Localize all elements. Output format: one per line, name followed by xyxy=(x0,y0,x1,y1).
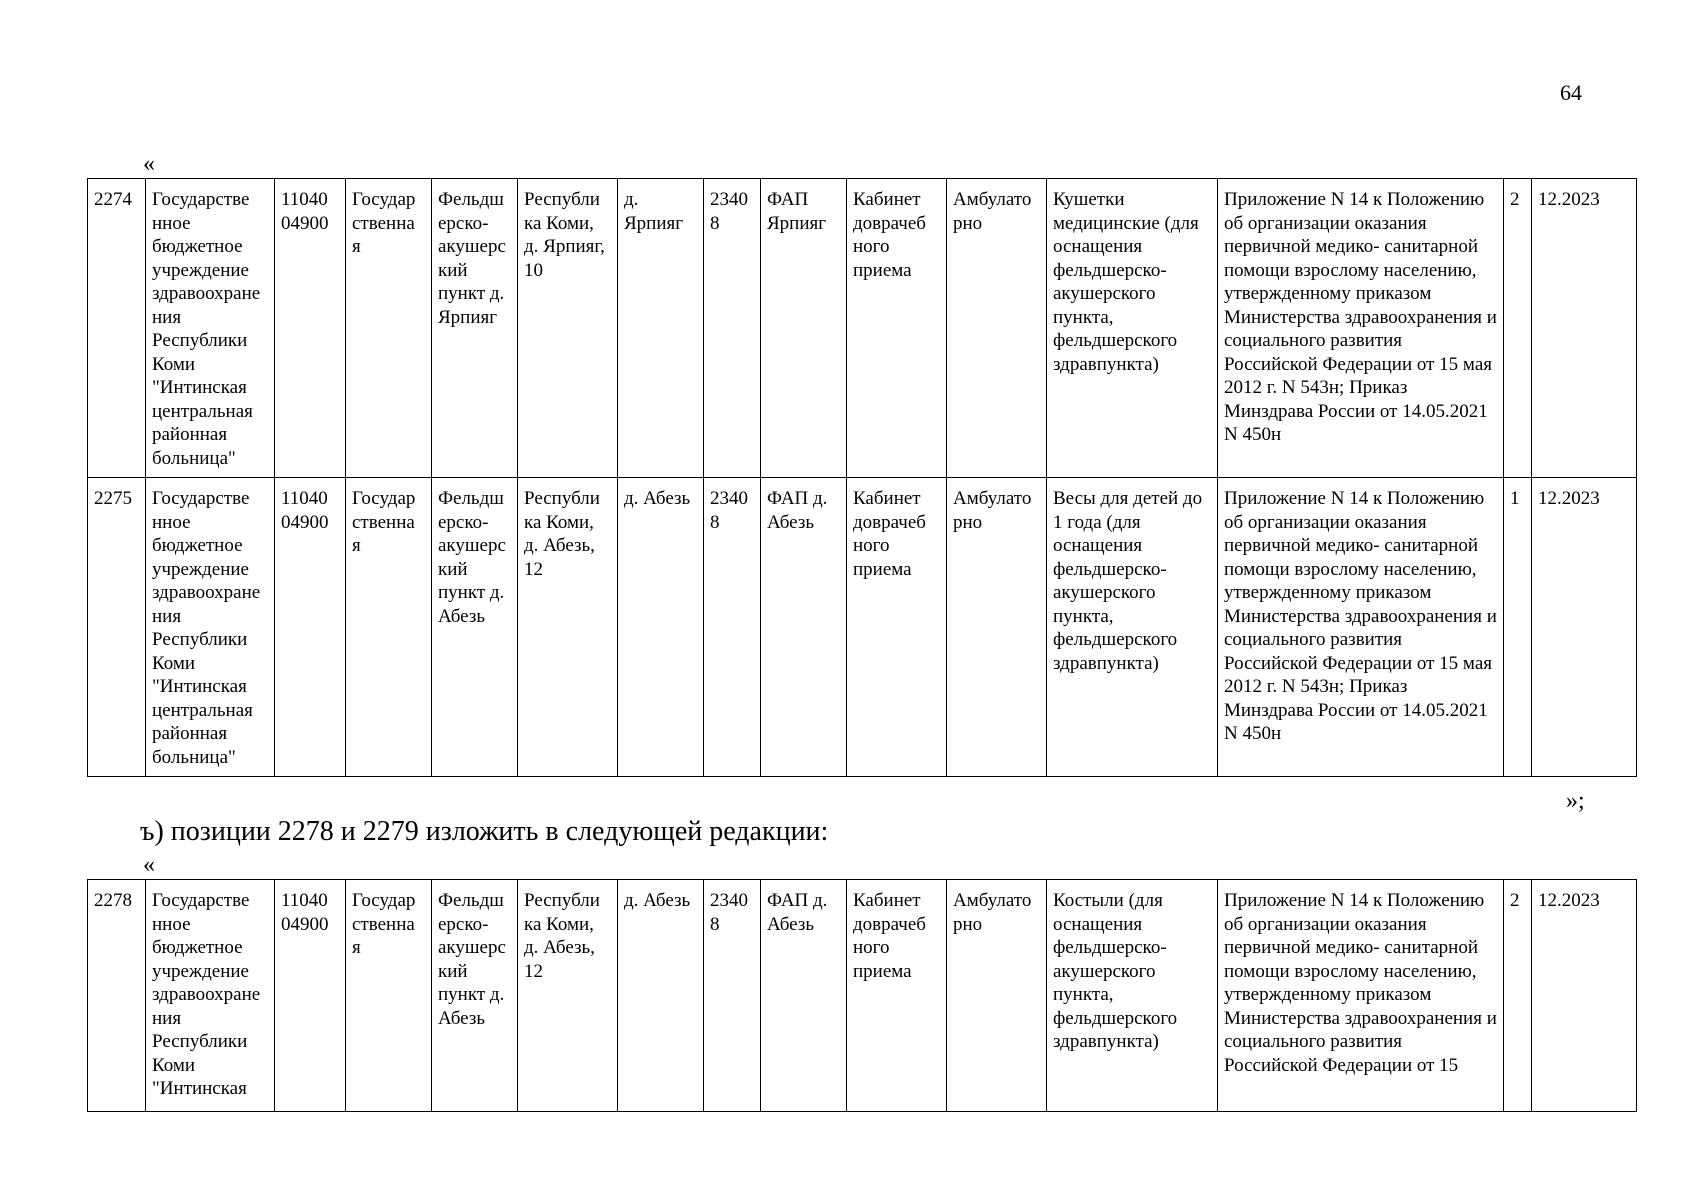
postcode: 2340 8 xyxy=(704,478,761,777)
room: Кабинет доврачеб ного приема xyxy=(847,880,947,1112)
quantity: 2 xyxy=(1504,179,1532,478)
ownership-form: Государ ственна я xyxy=(346,478,432,777)
row-number: 2274 xyxy=(88,179,146,478)
subdivision-name: Фельдш ерско- акушерс кий пункт д. Абезь xyxy=(432,478,518,777)
date: 12.2023 xyxy=(1532,179,1637,478)
subdivision-name: Фельдш ерско- акушерс кий пункт д. Абезь xyxy=(432,880,518,1112)
table-row xyxy=(88,478,1637,777)
closing-quote: »; xyxy=(1566,788,1585,814)
subdivision-short-name: ФАП д. Абезь xyxy=(761,880,847,1112)
registry-table-1 xyxy=(87,178,1637,777)
address: Республи ка Коми, д. Ярпияг, 10 xyxy=(518,179,618,478)
row-number: 2275 xyxy=(88,478,146,777)
row-number: 2278 xyxy=(88,880,146,1112)
page-number: 64 xyxy=(1560,80,1582,105)
quantity: 1 xyxy=(1504,478,1532,777)
amendment-instruction: ъ) позиции 2278 и 2279 изложить в следующей редакции: xyxy=(140,816,829,847)
address: Республи ка Коми, д. Абезь, 12 xyxy=(518,478,618,777)
subdivision-name: Фельдш ерско- акушерс кий пункт д. Ярпияг xyxy=(432,179,518,478)
table-row xyxy=(88,880,1637,1112)
postcode: 2340 8 xyxy=(704,179,761,478)
quantity: 2 xyxy=(1504,880,1532,1112)
date: 12.2023 xyxy=(1532,880,1637,1112)
subdivision-short-name: ФАП д. Абезь xyxy=(761,478,847,777)
locality: д. Ярпияг xyxy=(618,179,704,478)
postcode: 2340 8 xyxy=(704,880,761,1112)
table-row xyxy=(88,179,1637,478)
institution-name: Государстве нное бюджетное учреждение здравоохране ния Республики Коми "Интинская xyxy=(146,880,275,1112)
institution-code: 11040 04900 xyxy=(275,880,346,1112)
opening-quote-1: « xyxy=(143,151,155,177)
room: Кабинет доврачеб ного приема xyxy=(847,179,947,478)
institution-code: 11040 04900 xyxy=(275,179,346,478)
equipment: Кушетки медицинские (для оснащения фельдшерско- акушерского пункта, фельдшерского здравпункта) xyxy=(1047,179,1218,478)
registry-table-2 xyxy=(87,879,1637,1112)
care-type: Амбулато рно xyxy=(947,478,1047,777)
room: Кабинет доврачеб ного приема xyxy=(847,478,947,777)
care-type: Амбулато рно xyxy=(947,880,1047,1112)
legal-basis: Приложение N 14 к Положению об организации оказания первичной медико- санитарной помощи взрослому населению, утвержденному приказом Министерства здравоохранения и социального развития Российской Федерации от 15 мая 2012 г. N 543н; Приказ Минздрава России от 14.05.2021 N 450н xyxy=(1218,478,1504,777)
institution-name: Государстве нное бюджетное учреждение здравоохране ния Республики Коми "Интинская центральная районная больница" xyxy=(146,478,275,777)
institution-code: 11040 04900 xyxy=(275,478,346,777)
subdivision-short-name: ФАП Ярпияг xyxy=(761,179,847,478)
institution-name: Государстве нное бюджетное учреждение здравоохране ния Республики Коми "Интинская центральная районная больница" xyxy=(146,179,275,478)
locality: д. Абезь xyxy=(618,478,704,777)
ownership-form: Государ ственна я xyxy=(346,179,432,478)
locality: д. Абезь xyxy=(618,880,704,1112)
ownership-form: Государ ственна я xyxy=(346,880,432,1112)
equipment: Весы для детей до 1 года (для оснащения фельдшерско- акушерского пункта, фельдшерского здравпункта) xyxy=(1047,478,1218,777)
opening-quote-2: « xyxy=(143,852,155,878)
address: Республи ка Коми, д. Абезь, 12 xyxy=(518,880,618,1112)
equipment: Костыли (для оснащения фельдшерско- акушерского пункта, фельдшерского здравпункта) xyxy=(1047,880,1218,1112)
date: 12.2023 xyxy=(1532,478,1637,777)
legal-basis: Приложение N 14 к Положению об организации оказания первичной медико- санитарной помощи взрослому населению, утвержденному приказом Министерства здравоохранения и социального развития Российской Федерации от 15 мая 2012 г. N 543н; Приказ Минздрава России от 14.05.2021 N 450н xyxy=(1218,179,1504,478)
legal-basis: Приложение N 14 к Положению об организации оказания первичной медико- санитарной помощи взрослому населению, утвержденному приказом Министерства здравоохранения и социального развития Российской Федерации от 15 xyxy=(1218,880,1504,1112)
care-type: Амбулато рно xyxy=(947,179,1047,478)
